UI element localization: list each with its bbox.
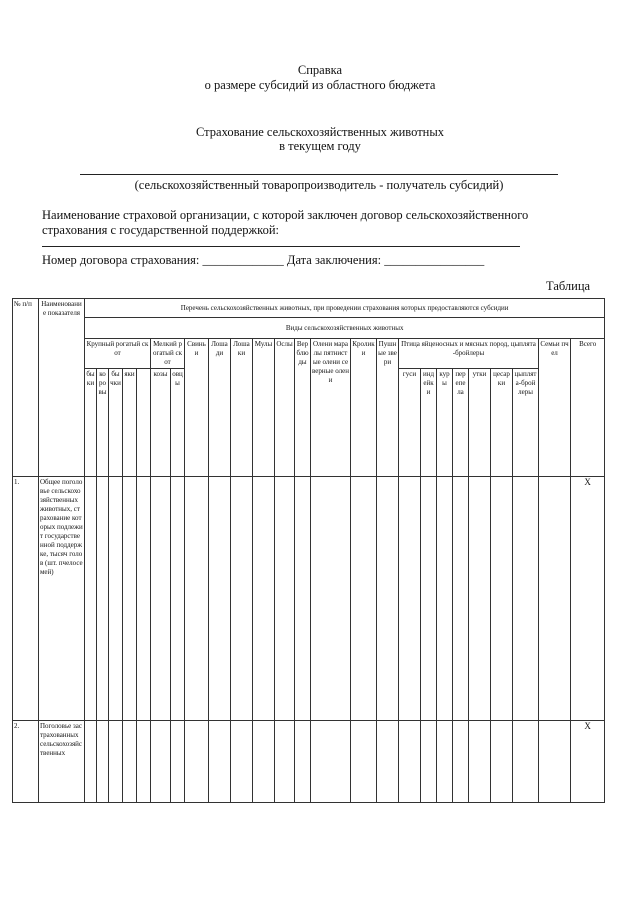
sub-empty (137, 369, 151, 477)
contract-date-blank: ________________ (384, 253, 485, 267)
fur-header: Пушные звери (377, 339, 399, 477)
rabbits-header: Кролики (351, 339, 377, 477)
doc-title: Справка (297, 63, 343, 77)
kinds-header: Виды сельскохозяйственных животных (85, 318, 605, 339)
contract-number-blank: _____________ (202, 253, 284, 267)
doc-subtitle: о размере субсидий из областного бюджета (204, 78, 436, 92)
contract-number-label: Номер договора страхования: (42, 253, 200, 267)
sub-quail: перепела (453, 369, 469, 477)
sub-hens: куры (437, 369, 453, 477)
sub-bulls: быки (85, 369, 97, 477)
sub-geese: гуси (399, 369, 421, 477)
contract-date-label: Дата заключения: (286, 253, 382, 267)
table-label: Таблица (546, 279, 591, 293)
sub-ducks: утки (469, 369, 491, 477)
row-num: 2. (13, 721, 39, 803)
big-cattle-header: Крупный рогатый скот (85, 339, 151, 369)
asses-header: Ослы (275, 339, 295, 477)
horses-header: Лошади (209, 339, 231, 477)
recipient-caption: (сельскохозяйственный товаропроизводитель - получатель субсидий) (134, 178, 504, 192)
subsidy-table (12, 298, 605, 803)
doc-heading-line2: в текущем году (279, 139, 361, 153)
table-row (13, 721, 605, 803)
col-name-header: Наименование показателя (39, 299, 85, 477)
sub-guinea: цесарки (491, 369, 513, 477)
small-cattle-header: Мелкий рогатый скот (151, 339, 185, 369)
sub-turkeys: индейки (421, 369, 437, 477)
camels-header: Верблюды (295, 339, 311, 477)
sub-sheep: овцы (171, 369, 185, 477)
sub-goats: козы (151, 369, 171, 477)
pigs-header: Свиньи (185, 339, 209, 477)
bees-header: Семьи пчел (539, 339, 571, 477)
donkeys-header: Лошаки (231, 339, 253, 477)
total-header: Всего (571, 339, 605, 477)
sub-cows: коровы (97, 369, 109, 477)
sub-heifers: бычки (109, 369, 123, 477)
contract-row (42, 253, 484, 268)
mules-header: Мулы (253, 339, 275, 477)
recipient-line (80, 174, 558, 175)
insurer-label-line2: страхования с государственной поддержкой: (42, 223, 279, 237)
sub-broilers: цыплята-бройлеры (513, 369, 539, 477)
insurer-line (42, 246, 520, 247)
row-total: Х (571, 721, 605, 803)
row-name: Поголовье застрахованных сельскохозяйственных (39, 721, 85, 803)
sub-yaks: яки (123, 369, 137, 477)
row-num: 1. (13, 477, 39, 721)
insurer-label-line1: Наименование страховой организации, с которой заключен договор сельскохозяйственного (42, 208, 529, 222)
poultry-header: Птица яйценосных и мясных пород, цыплята-бройлеры (399, 339, 539, 369)
col-num-header: № п/п (13, 299, 39, 477)
table-row (13, 477, 605, 721)
row-total: Х (571, 477, 605, 721)
list-header: Перечень сельскохозяйственных животных, при проведении страхования которых предоставляются субсидии (85, 299, 605, 318)
doc-heading-line1: Страхование сельскохозяйственных животных (195, 125, 445, 139)
row-name: Общее поголовье сельскохозяйственных животных, страхование которых подлежит государственной поддержке, тысяч голов (шт. пчелосемей) (39, 477, 85, 721)
deer-header: Олени маралы пятнистые олени северные олени (311, 339, 351, 477)
